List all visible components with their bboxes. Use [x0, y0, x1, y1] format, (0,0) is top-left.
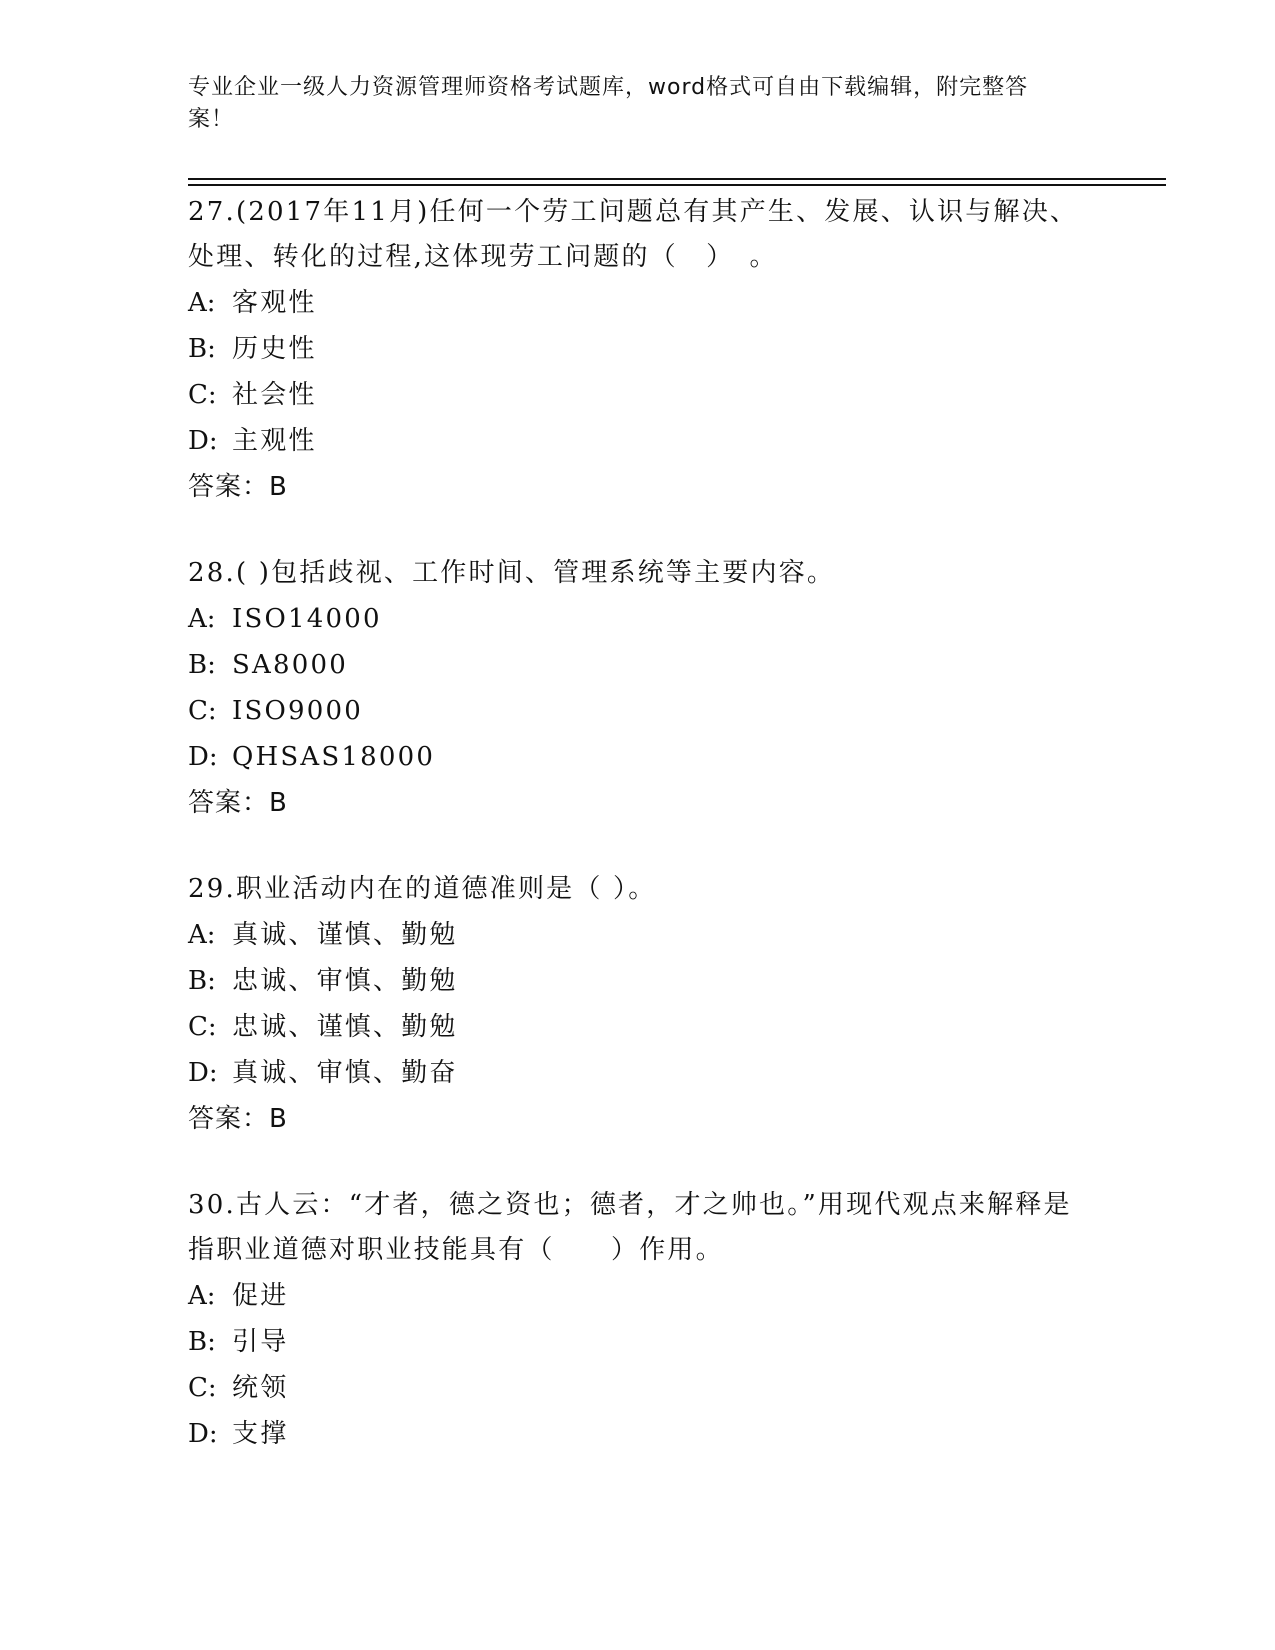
question-stem: 27.(2017年11月)任何一个劳工问题总有其产生、发展、认识与解决、处理、转化的过程,这体现劳工问题的（ ） 。 — [188, 197, 1079, 272]
option-label: D: — [188, 1419, 218, 1449]
option-d — [188, 734, 1088, 780]
option-label: A: — [188, 604, 216, 634]
option-text: 忠诚、审慎、勤勉 — [232, 966, 458, 996]
document-header: 专业企业一级人力资源管理师资格考试题库，word格式可自由下载编辑，附完整答案！ — [188, 75, 1029, 132]
question-stem: 29.职业活动内在的道德准则是（ ）。 — [188, 874, 657, 904]
question-stem: 28.( )包括歧视、工作时间、管理系统等主要内容。 — [188, 558, 836, 588]
option-label: D: — [188, 742, 218, 772]
option-d — [188, 1050, 1088, 1096]
option-text: 真诚、审慎、勤奋 — [232, 1058, 458, 1088]
option-label: B: — [188, 966, 216, 996]
question-30 — [188, 1183, 1088, 1457]
question-spacer — [188, 510, 1088, 551]
option-text: ISO14000 — [232, 604, 382, 634]
option-c — [188, 372, 1088, 418]
option-label: C: — [188, 1012, 217, 1042]
option-label: B: — [188, 650, 216, 680]
option-label: C: — [188, 1373, 217, 1403]
option-text: 历史性 — [232, 334, 317, 364]
option-c — [188, 1004, 1088, 1050]
option-text: 统领 — [232, 1373, 289, 1403]
header-divider-bottom — [188, 184, 1166, 186]
option-text: 支撑 — [232, 1419, 289, 1449]
answer-line: 答案：B — [188, 1104, 288, 1134]
option-text: 忠诚、谨慎、勤勉 — [232, 1012, 458, 1042]
question-29 — [188, 867, 1088, 1142]
option-a — [188, 280, 1088, 326]
answer-line: 答案：B — [188, 472, 288, 502]
answer-line: 答案：B — [188, 788, 288, 818]
question-list — [188, 190, 1088, 1457]
option-text: ISO9000 — [232, 696, 363, 726]
option-a — [188, 1273, 1088, 1319]
question-spacer — [188, 1142, 1088, 1183]
option-text: 真诚、谨慎、勤勉 — [232, 920, 458, 950]
option-label: B: — [188, 1327, 216, 1357]
option-d — [188, 1411, 1088, 1457]
option-text: 主观性 — [232, 426, 317, 456]
question-28 — [188, 551, 1088, 826]
option-c — [188, 1365, 1088, 1411]
option-label: C: — [188, 380, 217, 410]
option-text: 社会性 — [232, 380, 317, 410]
option-c — [188, 688, 1088, 734]
option-label: C: — [188, 696, 217, 726]
option-text: SA8000 — [232, 650, 348, 680]
option-text: 客观性 — [232, 288, 317, 318]
option-b — [188, 958, 1088, 1004]
question-spacer — [188, 826, 1088, 867]
option-b — [188, 326, 1088, 372]
option-label: A: — [188, 288, 216, 318]
question-stem: 30.古人云：“才者，德之资也；德者，才之帅也。”用现代观点来解释是指职业道德对职业技能具有（ ）作用。 — [188, 1190, 1072, 1265]
header-divider-top — [188, 178, 1166, 180]
option-a — [188, 912, 1088, 958]
option-b — [188, 1319, 1088, 1365]
option-label: D: — [188, 426, 218, 456]
option-text: 引导 — [232, 1327, 289, 1357]
option-label: D: — [188, 1058, 218, 1088]
option-label: A: — [188, 1281, 216, 1311]
question-27 — [188, 190, 1088, 510]
option-label: B: — [188, 334, 216, 364]
option-text: QHSAS18000 — [232, 742, 436, 772]
option-label: A: — [188, 920, 216, 950]
option-a — [188, 596, 1088, 642]
option-d — [188, 418, 1088, 464]
option-text: 促进 — [232, 1281, 289, 1311]
option-b — [188, 642, 1088, 688]
